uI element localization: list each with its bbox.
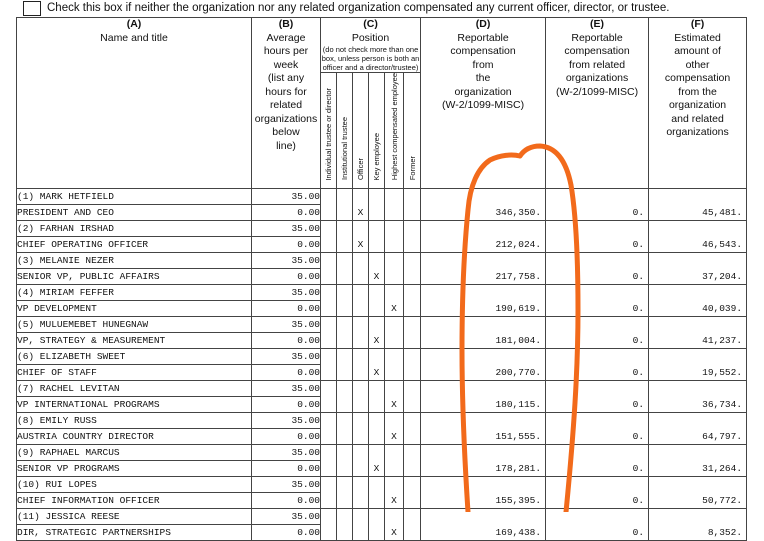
position-individual-cell: [321, 221, 337, 253]
checkbox-row: [0, 0, 764, 17]
comp-related-cell: [546, 381, 649, 413]
header-e-line: from related: [569, 58, 626, 71]
position-officer-cell: [353, 349, 369, 381]
related-hours: 0.00: [252, 397, 321, 413]
position-institutional-cell: [337, 253, 353, 285]
related-hours: 0.00: [252, 493, 321, 509]
position-individual-cell: [321, 381, 337, 413]
position-highest-cell: [385, 317, 404, 349]
header-f-line: organizations: [666, 126, 729, 138]
comp-related-cell: [546, 445, 649, 477]
header-d-line: from: [472, 58, 494, 71]
person-title: VP INTERNATIONAL PROGRAMS: [17, 397, 252, 413]
position-mark: X: [373, 463, 380, 475]
header-a: [17, 18, 252, 189]
comp-org-cell: [421, 381, 546, 413]
header-b-letter: (B): [278, 18, 294, 30]
position-officer-cell: [353, 253, 369, 285]
position-former-cell: [404, 413, 421, 445]
person-title: CHIEF INFORMATION OFFICER: [17, 493, 252, 509]
header-e-line: compensation: [564, 45, 630, 57]
related-hours: 0.00: [252, 365, 321, 381]
position-highest-cell: [385, 413, 404, 445]
other-comp-amount: 40,039.: [702, 303, 743, 315]
related-hours: 0.00: [252, 333, 321, 349]
comp-org-amount: 346,350.: [495, 207, 542, 219]
comp-related-cell: [546, 477, 649, 509]
other-comp-cell: [649, 381, 747, 413]
person-name: (9) RAPHAEL MARCUS: [17, 445, 252, 461]
header-b-line: hours per: [263, 45, 309, 57]
position-mark: X: [373, 271, 380, 283]
position-former-cell: [404, 285, 421, 317]
other-comp-cell: [649, 189, 747, 221]
comp-related-amount: 0.: [632, 271, 645, 283]
table-row: [17, 381, 747, 397]
position-key-cell: [369, 509, 385, 541]
related-hours: 0.00: [252, 205, 321, 221]
position-highest-cell: [385, 221, 404, 253]
header-d-line: organization: [454, 85, 512, 98]
position-individual-cell: [321, 413, 337, 445]
comp-org-cell: [421, 349, 546, 381]
position-individual-cell: [321, 509, 337, 541]
other-comp-cell: [649, 445, 747, 477]
position-former-cell: [404, 189, 421, 221]
other-comp-cell: [649, 349, 747, 381]
comp-org-amount: 217,758.: [495, 271, 542, 283]
position-key-cell: [369, 189, 385, 221]
header-f-line: and related: [671, 112, 724, 125]
header-f: [649, 18, 747, 189]
comp-related-amount: 0.: [632, 335, 645, 347]
position-mark: X: [391, 303, 397, 315]
compensation-table: [16, 17, 747, 541]
position-highest-cell: [385, 189, 404, 221]
position-officer-cell: [353, 381, 369, 413]
position-former-cell: [404, 253, 421, 285]
table-row: [17, 253, 747, 269]
header-b-line: hours for: [265, 85, 307, 98]
comp-related-cell: [546, 189, 649, 221]
comp-org-amount: 151,555.: [495, 431, 542, 443]
position-mark: X: [373, 335, 380, 347]
comp-org-amount: 155,395.: [495, 495, 542, 507]
header-d-line: Reportable: [457, 31, 509, 44]
comp-org-cell: [421, 221, 546, 253]
header-c: [321, 18, 421, 73]
related-hours: 0.00: [252, 461, 321, 477]
position-institutional-cell: [337, 221, 353, 253]
person-name: (6) ELIZABETH SWEET: [17, 349, 252, 365]
related-hours: 0.00: [252, 525, 321, 541]
position-individual-cell: [321, 189, 337, 221]
comp-related-amount: 0.: [632, 463, 645, 475]
position-institutional-cell: [337, 349, 353, 381]
position-institutional-cell: [337, 445, 353, 477]
other-comp-cell: [649, 253, 747, 285]
position-highest-cell: [385, 509, 404, 541]
header-row: [17, 18, 747, 73]
hours-per-week: 35.00: [252, 253, 321, 269]
position-key-employee-header: Key employee: [369, 73, 385, 189]
other-comp-cell: [649, 221, 747, 253]
header-b: [252, 18, 321, 189]
position-officer-cell: [353, 317, 369, 349]
position-former-cell: [404, 381, 421, 413]
position-key-cell: [369, 285, 385, 317]
position-key-cell: [369, 221, 385, 253]
position-individual-cell: [321, 253, 337, 285]
position-mark: X: [391, 431, 397, 443]
position-individual-cell: [321, 349, 337, 381]
person-name: (4) MIRIAM FEFFER: [17, 285, 252, 301]
position-officer-header: Officer: [353, 73, 369, 189]
hours-per-week: 35.00: [252, 477, 321, 493]
comp-related-cell: [546, 509, 649, 541]
checkbox-label: Check this box if neither the organization nor any related organization compensated any current officer, director, or trustee.: [47, 2, 670, 14]
person-name: (7) RACHEL LEVITAN: [17, 381, 252, 397]
position-institutional-cell: [337, 189, 353, 221]
hours-per-week: 35.00: [252, 221, 321, 237]
position-highest-cell: [385, 381, 404, 413]
related-hours: 0.00: [252, 429, 321, 445]
position-key-cell: [369, 413, 385, 445]
position-highest-comp-header: Highest compensated employee: [385, 73, 404, 189]
comp-org-cell: [421, 253, 546, 285]
position-mark: X: [391, 527, 397, 539]
person-title: CHIEF OF STAFF: [17, 365, 252, 381]
person-title: SENIOR VP PROGRAMS: [17, 461, 252, 477]
person-title: VP DEVELOPMENT: [17, 301, 252, 317]
position-institutional-cell: [337, 317, 353, 349]
position-mark: X: [391, 495, 397, 507]
position-key-cell: [369, 445, 385, 477]
other-comp-cell: [649, 285, 747, 317]
position-individual-cell: [321, 285, 337, 317]
table-row: [17, 317, 747, 333]
table-row: [17, 285, 747, 301]
header-d-letter: (D): [475, 18, 491, 30]
other-comp-amount: 19,552.: [702, 367, 743, 379]
person-title: SENIOR VP, PUBLIC AFFAIRS: [17, 269, 252, 285]
other-comp-amount: 41,237.: [702, 335, 743, 347]
person-title: DIR, STRATEGIC PARTNERSHIPS: [17, 525, 252, 541]
person-name: (11) JESSICA REESE: [17, 509, 252, 525]
table-row: [17, 477, 747, 493]
header-c-note: (do not check more than one box, unless person is both an officer and a director/trustee): [321, 45, 420, 72]
comp-org-amount: 180,115.: [495, 399, 542, 411]
position-key-cell: [369, 317, 385, 349]
position-key-cell: [369, 477, 385, 509]
position-individual-cell: [321, 317, 337, 349]
position-highest-cell: [385, 285, 404, 317]
comp-org-amount: 169,438.: [495, 527, 542, 539]
other-comp-amount: 31,264.: [702, 463, 743, 475]
comp-related-cell: [546, 253, 649, 285]
related-hours: 0.00: [252, 301, 321, 317]
position-former-cell: [404, 477, 421, 509]
header-f-line: Estimated: [674, 31, 721, 44]
table-row: [17, 509, 747, 525]
hours-per-week: 35.00: [252, 317, 321, 333]
position-key-cell: [369, 253, 385, 285]
hours-per-week: 35.00: [252, 189, 321, 205]
header-a-letter: (A): [126, 18, 142, 30]
position-institutional-trustee-header: Institutional trustee: [337, 73, 353, 189]
comp-org-cell: [421, 477, 546, 509]
comp-related-amount: 0.: [632, 399, 645, 411]
table-row: [17, 221, 747, 237]
position-institutional-cell: [337, 285, 353, 317]
other-comp-cell: [649, 413, 747, 445]
other-comp-amount: 37,204.: [702, 271, 743, 283]
header-b-line: line): [276, 139, 296, 152]
person-title: CHIEF OPERATING OFFICER: [17, 237, 252, 253]
position-mark: X: [357, 239, 364, 251]
comp-org-cell: [421, 189, 546, 221]
header-b-line: (list any: [267, 72, 305, 84]
position-mark: X: [373, 367, 380, 379]
position-officer-cell: [353, 221, 369, 253]
other-comp-amount: 50,772.: [702, 495, 743, 507]
header-b-line: organizations: [254, 112, 318, 125]
comp-org-amount: 178,281.: [495, 463, 542, 475]
position-former-cell: [404, 221, 421, 253]
position-key-cell: [369, 349, 385, 381]
comp-related-amount: 0.: [632, 495, 645, 507]
position-former-header: Former: [404, 73, 421, 189]
header-e-letter: (E): [590, 18, 605, 30]
table-row: [17, 413, 747, 429]
position-highest-cell: [385, 445, 404, 477]
position-officer-cell: [353, 285, 369, 317]
other-comp-amount: 36,734.: [702, 399, 743, 411]
hours-per-week: 35.00: [252, 509, 321, 525]
header-f-line: amount of: [674, 45, 721, 57]
other-comp-amount: 46,543.: [702, 239, 743, 251]
person-name: (1) MARK HETFIELD: [17, 189, 252, 205]
comp-related-cell: [546, 285, 649, 317]
header-b-line: week: [273, 58, 299, 71]
comp-related-cell: [546, 317, 649, 349]
hours-per-week: 35.00: [252, 413, 321, 429]
header-e: [546, 18, 649, 189]
person-name: (3) MELANIE NEZER: [17, 253, 252, 269]
none-compensated-checkbox[interactable]: [23, 1, 41, 16]
position-key-cell: [369, 381, 385, 413]
comp-related-cell: [546, 349, 649, 381]
position-former-cell: [404, 509, 421, 541]
position-individual-trustee-header: Individual trustee or director: [321, 73, 337, 189]
position-officer-cell: [353, 509, 369, 541]
position-former-cell: [404, 445, 421, 477]
people-rows: [17, 189, 747, 541]
header-d-line: (W-2/1099-MISC): [442, 99, 525, 111]
position-institutional-cell: [337, 509, 353, 541]
position-officer-cell: [353, 189, 369, 221]
header-d-line: the: [475, 72, 491, 84]
other-comp-cell: [649, 509, 747, 541]
person-title: VP, STRATEGY & MEASUREMENT: [17, 333, 252, 349]
header-f-line: organization: [668, 99, 727, 111]
header-b-line: below: [272, 126, 300, 138]
position-former-cell: [404, 317, 421, 349]
position-mark: X: [391, 399, 397, 411]
other-comp-amount: 8,352.: [707, 527, 743, 539]
comp-org-cell: [421, 317, 546, 349]
comp-org-cell: [421, 285, 546, 317]
person-name: (10) RUI LOPES: [17, 477, 252, 493]
comp-related-amount: 0.: [632, 239, 645, 251]
related-hours: 0.00: [252, 269, 321, 285]
hours-per-week: 35.00: [252, 285, 321, 301]
person-name: (5) MULUEMEBET HUNEGNAW: [17, 317, 252, 333]
position-former-cell: [404, 349, 421, 381]
other-comp-amount: 64,797.: [702, 431, 743, 443]
hours-per-week: 35.00: [252, 445, 321, 461]
table-row: [17, 189, 747, 205]
comp-related-amount: 0.: [632, 367, 645, 379]
comp-org-amount: 181,004.: [495, 335, 542, 347]
position-officer-cell: [353, 445, 369, 477]
position-institutional-cell: [337, 381, 353, 413]
header-d: [421, 18, 546, 189]
position-individual-cell: [321, 445, 337, 477]
comp-org-amount: 190,619.: [495, 303, 542, 315]
table-row: [17, 349, 747, 365]
other-comp-cell: [649, 317, 747, 349]
header-f-letter: (F): [690, 18, 705, 30]
header-d-line: compensation: [450, 45, 516, 57]
person-name: (2) FARHAN IRSHAD: [17, 221, 252, 237]
header-f-line: compensation: [664, 72, 731, 84]
comp-org-cell: [421, 445, 546, 477]
related-hours: 0.00: [252, 237, 321, 253]
header-b-line: related: [269, 99, 303, 111]
position-institutional-cell: [337, 413, 353, 445]
header-f-line: from the: [678, 85, 717, 98]
header-c-label: Position: [351, 31, 390, 44]
position-officer-cell: [353, 477, 369, 509]
comp-org-amount: 200,770.: [495, 367, 542, 379]
comp-related-amount: 0.: [632, 431, 645, 443]
header-e-line: Reportable: [571, 31, 623, 44]
header-f-line: other: [685, 58, 710, 71]
person-title: PRESIDENT AND CEO: [17, 205, 252, 221]
header-e-line: organizations: [565, 72, 629, 84]
header-b-line: Average: [266, 31, 306, 44]
position-officer-cell: [353, 413, 369, 445]
comp-related-amount: 0.: [632, 207, 645, 219]
position-highest-cell: [385, 253, 404, 285]
comp-org-amount: 212,024.: [495, 239, 542, 251]
hours-per-week: 35.00: [252, 349, 321, 365]
other-comp-cell: [649, 477, 747, 509]
hours-per-week: 35.00: [252, 381, 321, 397]
comp-related-amount: 0.: [632, 303, 645, 315]
person-title: AUSTRIA COUNTRY DIRECTOR: [17, 429, 252, 445]
comp-org-cell: [421, 509, 546, 541]
person-name: (8) EMILY RUSS: [17, 413, 252, 429]
comp-org-cell: [421, 413, 546, 445]
position-highest-cell: [385, 477, 404, 509]
comp-related-amount: 0.: [632, 527, 645, 539]
position-individual-cell: [321, 477, 337, 509]
position-highest-cell: [385, 349, 404, 381]
position-mark: X: [357, 207, 364, 219]
other-comp-amount: 45,481.: [702, 207, 743, 219]
comp-related-cell: [546, 221, 649, 253]
comp-related-cell: [546, 413, 649, 445]
header-a-label: Name and title: [100, 31, 168, 44]
position-institutional-cell: [337, 477, 353, 509]
header-e-line: (W-2/1099-MISC): [556, 85, 639, 98]
table-row: [17, 445, 747, 461]
header-c-letter: (C): [363, 18, 378, 30]
